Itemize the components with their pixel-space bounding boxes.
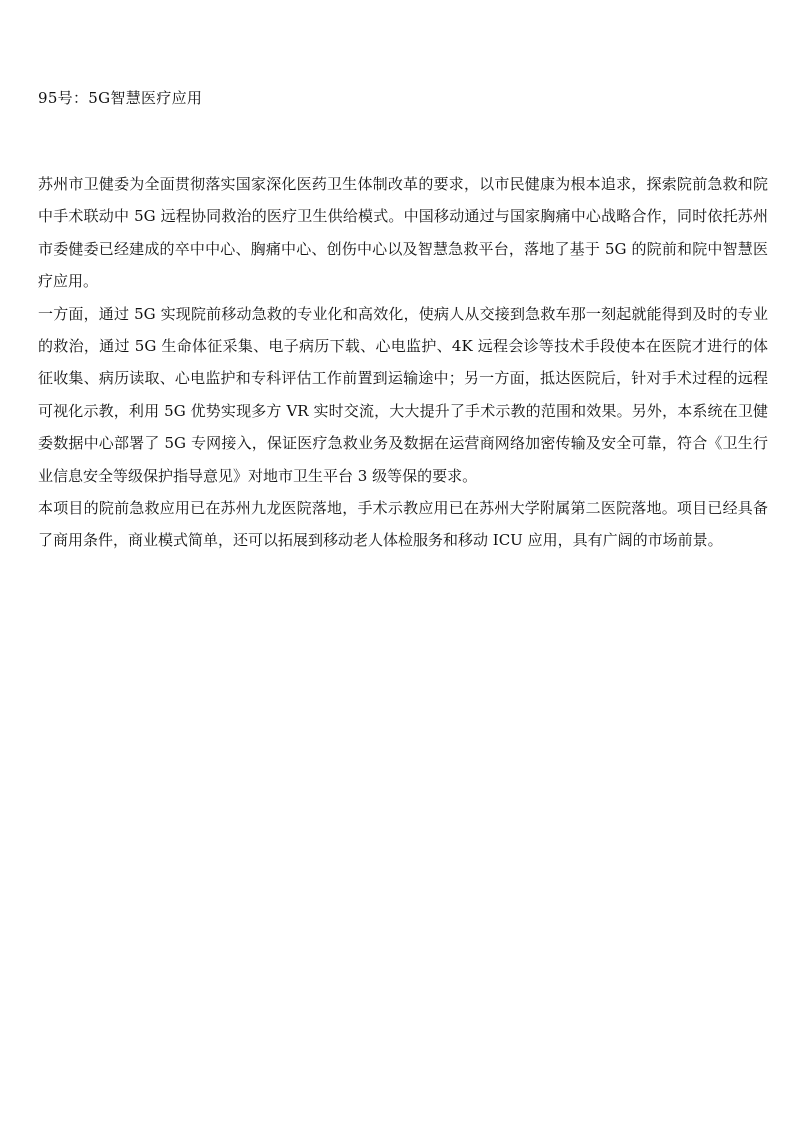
document-title: 95号：5G智慧医疗应用 [38, 89, 203, 107]
paragraph-2: 一方面，通过 5G 实现院前移动急救的专业化和高效化，使病人从交接到急救车那一刻起就能得到及时的专业的救治，通过 5G 生命体征采集、电子病历下载、心电监护、4K 远程会诊等技术手段使本在医院才进行的体征收集、病历读取、心电监护和专科评估工作前置到运输途中；另一方面，抵达医院后，针对手术过程的远程可视化示教，利用 5G 优势实现多方 VR 实时交流，大大提升了手术示教的范围和效果。另外，本系统在卫健委数据中心部署了 5G 专网接入，保证医疗急救业务及数据在运营商网络加密传输及安全可靠，符合《卫生行业信息安全等级保护指导意见》对地市卫生平台 3 级等保的要求。 [38, 304, 768, 485]
paragraph-3: 本项目的院前急救应用已在苏州九龙医院落地，手术示教应用已在苏州大学附属第二医院落地。项目已经具备了商用条件，商业模式简单，还可以拓展到移动老人体检服务和移动 ICU 应用，具有广阔的市场前景。 [38, 499, 768, 550]
document-body [38, 168, 768, 557]
paragraph-1: 苏州市卫健委为全面贯彻落实国家深化医药卫生体制改革的要求，以市民健康为根本追求，探索院前急救和院中手术联动中 5G 远程协同救治的医疗卫生供给模式。中国移动通过与国家胸痛中心战略合作，同时依托苏州市委健委已经建成的卒中中心、胸痛中心、创伤中心以及智慧急救平台，落地了基于 5G 的院前和院中智慧医疗应用。 [38, 175, 768, 291]
